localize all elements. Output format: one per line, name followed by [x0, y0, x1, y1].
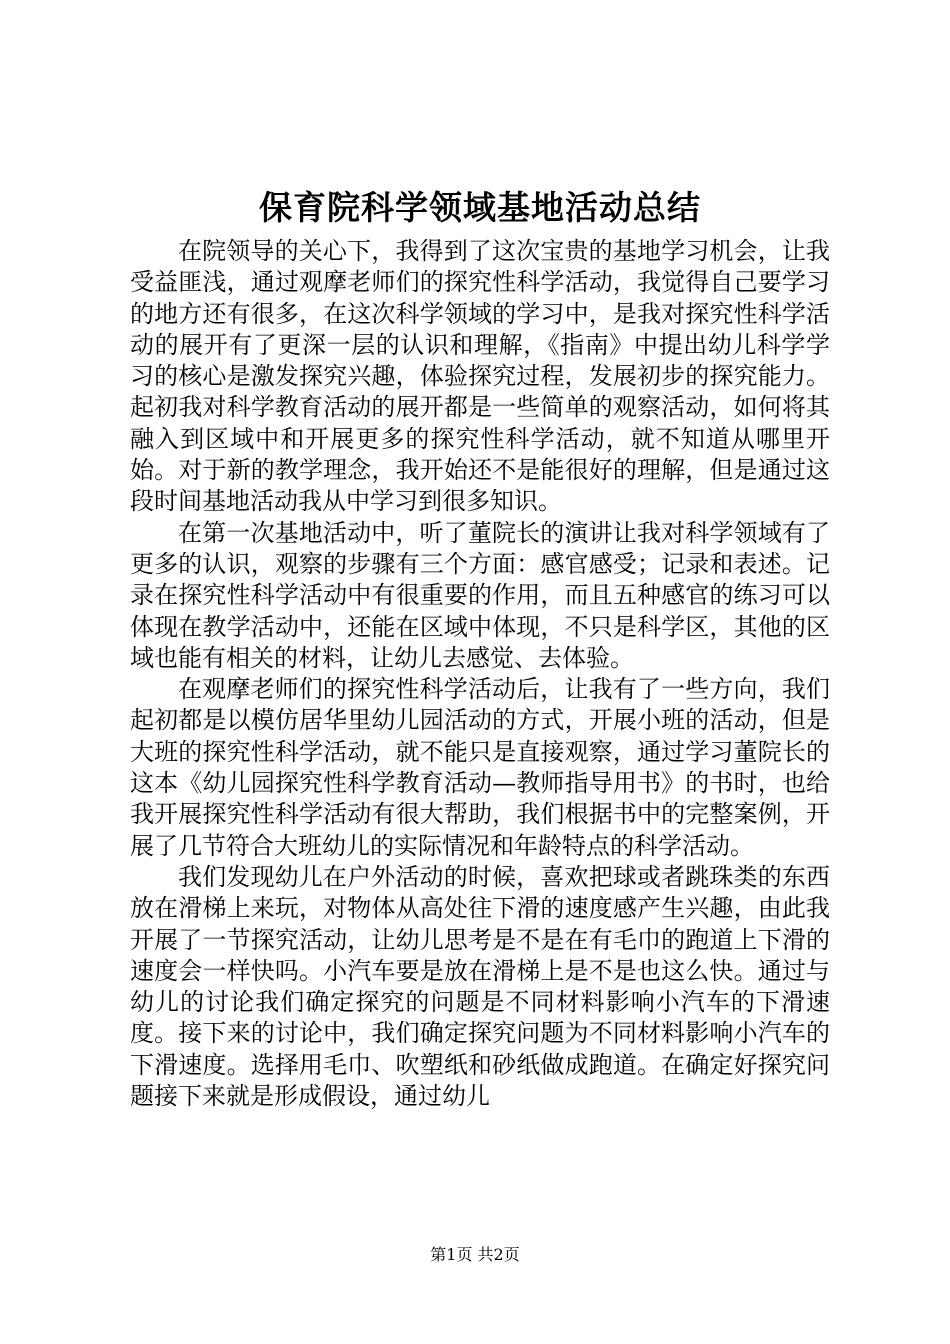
document-body — [130, 236, 830, 1112]
paragraph: 我们发现幼儿在户外活动的时候，喜欢把球或者跳珠类的东西放在滑梯上来玩，对物体从高处往下滑的速度感产生兴趣，由此我开展了一节探究活动，让幼儿思考是不是在有毛巾的跑道上下滑的速度会一样快吗。小汽车要是放在滑梯上是不是也这么快。通过与幼儿的讨论我们确定探究的问题是不同材料影响小汽车的下滑速度。接下来的讨论中，我们确定探究问题为不同材料影响小汽车的下滑速度。选择用毛巾、吹塑纸和砂纸做成跑道。在确定好探究问题接下来就是形成假设，通过幼儿 — [130, 862, 830, 1111]
paragraph: 在院领导的关心下，我得到了这次宝贵的基地学习机会，让我受益匪浅，通过观摩老师们的探究性科学活动，我觉得自己要学习的地方还有很多，在这次科学领域的学习中，是我对探究性科学活动的展开有了更深一层的认识和理解，《指南》中提出幼儿科学学习的核心是激发探究兴趣，体验探究过程，发展初步的探究能力。起初我对科学教育活动的展开都是一些简单的观察活动，如何将其融入到区域中和开展更多的探究性科学活动，就不知道从哪里开始。对于新的教学理念，我开始还不是能很好的理解，但是通过这段时间基地活动我从中学习到很多知识。 — [130, 237, 830, 516]
page-title: 保育院科学领域基地活动总结 — [259, 188, 701, 227]
paragraph: 在第一次基地活动中，听了董院长的演讲让我对科学领域有了更多的认识，观察的步骤有三个方面：感官感受；记录和表述。记录在探究性科学活动中有很重要的作用，而且五种感官的练习可以体现在教学活动中，还能在区域中体现，不只是科学区，其他的区域也能有相关的材料，让幼儿去感觉、去体验。 — [130, 518, 830, 672]
paragraph: 在观摩老师们的探究性科学活动后，让我有了一些方向，我们起初都是以模仿居华里幼儿园活动的方式，开展小班的活动，但是大班的探究性科学活动，就不能只是直接观察，通过学习董院长的这本《幼儿园探究性科学教育活动—教师指导用书》的书时，也给我开展探究性科学活动有很大帮助，我们根据书中的完整案例，开展了几节符合大班幼儿的实际情况和年龄特点的科学活动。 — [130, 675, 830, 860]
page-number-footer: 第1页 共2页 — [430, 1245, 520, 1264]
